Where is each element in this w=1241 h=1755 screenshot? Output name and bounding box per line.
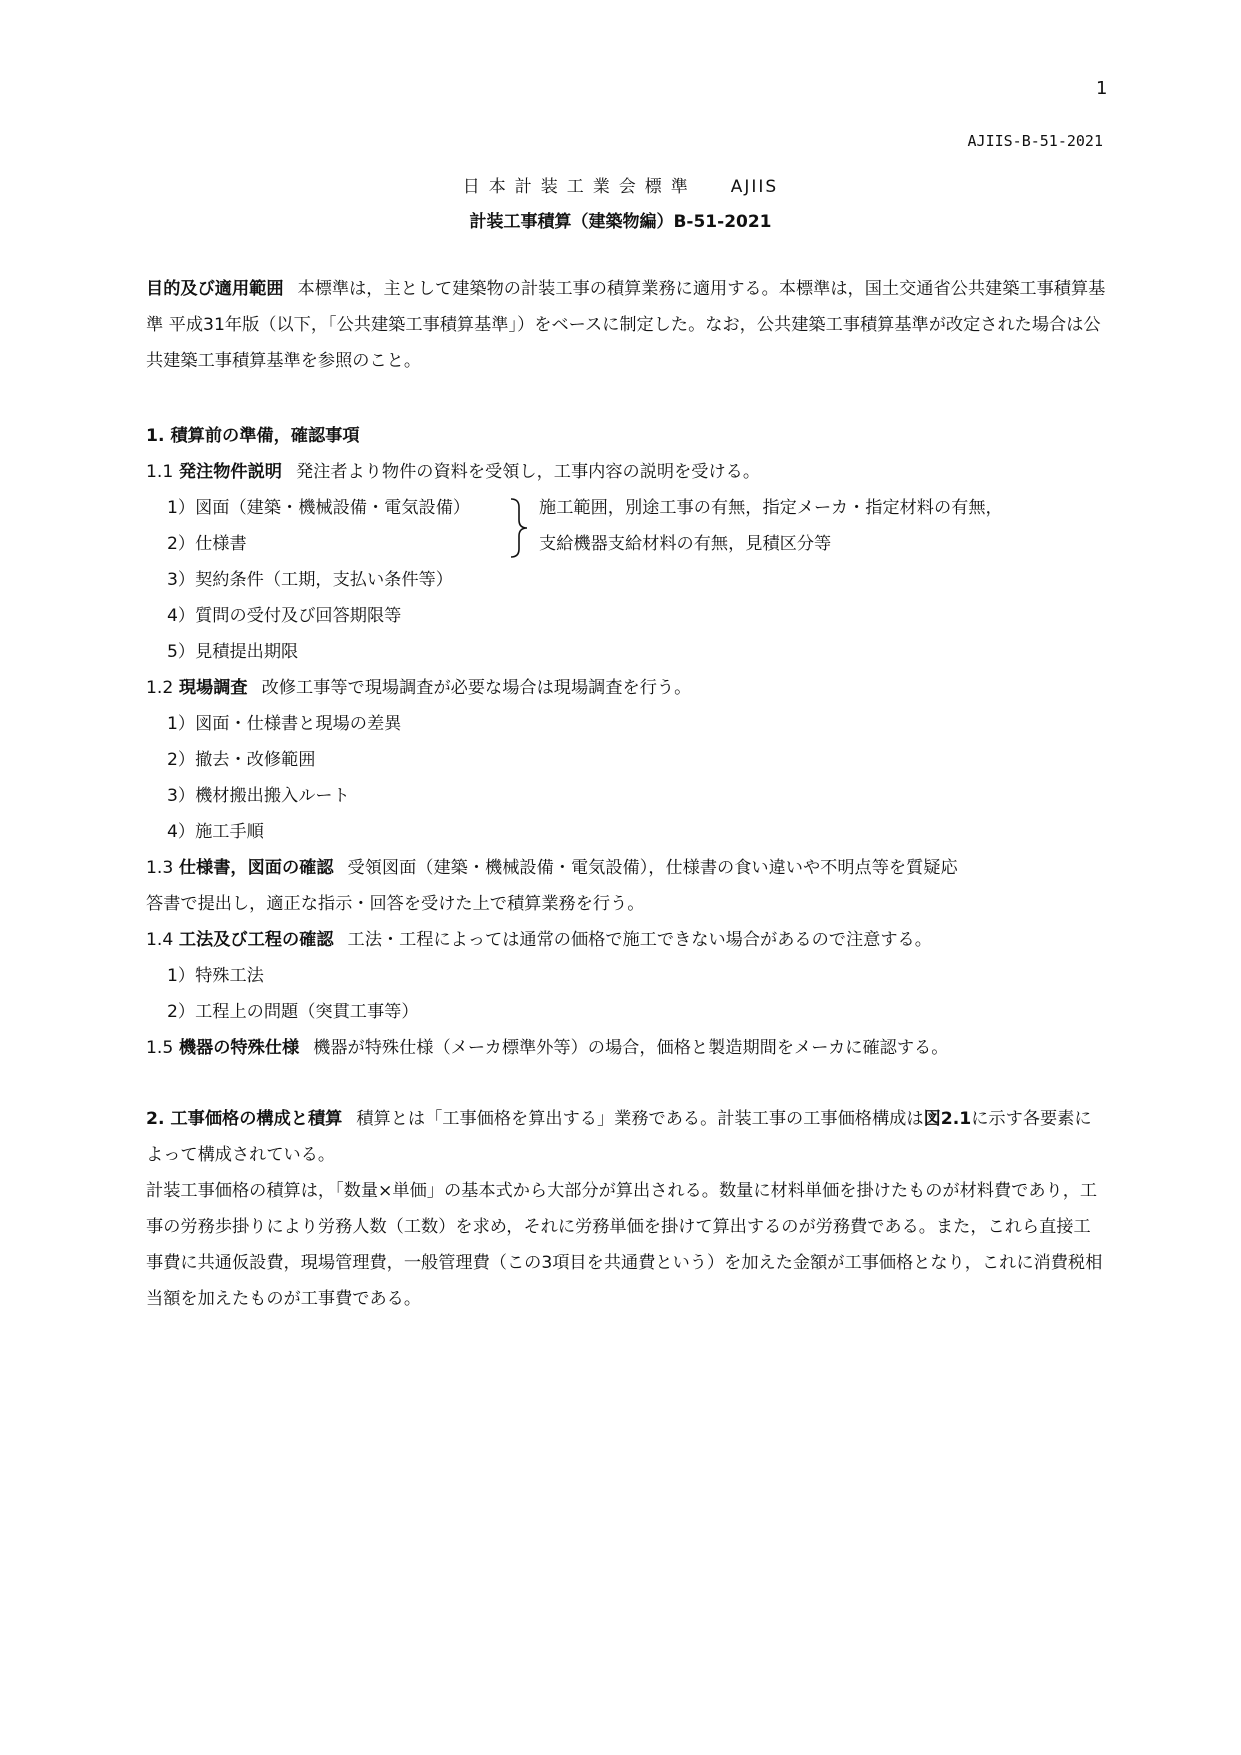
section-1-3-number: 1.3 <box>146 858 174 878</box>
document-title: 計装工事積算（建築物編）B-51-2021 <box>469 212 772 232</box>
section-2-paragraph <box>146 1101 1106 1173</box>
section-1-4-text: 工法・工程によっては通常の価格で施工できない場合があるので注意する。 <box>347 930 932 950</box>
section-1-3 <box>146 853 958 878</box>
list-item: 2）工程上の問題（突貫工事等） <box>167 1002 419 1022</box>
section-1-2-number: 1.2 <box>146 678 174 698</box>
section-1-5-heading: 機器の特殊仕様 <box>178 1038 300 1058</box>
list-item: 5）見積提出期限 <box>167 642 299 662</box>
section-1-1-heading: 発注物件説明 <box>178 462 282 482</box>
list-item: 4）施工手順 <box>167 822 264 842</box>
section-1-5 <box>146 1033 948 1058</box>
list-item: 3）機材搬出搬入ルート <box>167 786 350 806</box>
standard-title <box>0 172 1241 197</box>
section-1-5-number: 1.5 <box>146 1038 174 1058</box>
section-1-4-heading: 工法及び工程の確認 <box>178 930 334 950</box>
section-1-heading: 1. 積算前の準備，確認事項 <box>146 426 360 446</box>
list-item: 3）契約条件（工期，支払い条件等） <box>167 570 453 590</box>
section-1-1-number: 1.1 <box>146 462 174 482</box>
standard-code: AJIIS <box>730 177 779 197</box>
section-1-2 <box>146 673 691 698</box>
section-1-4-number: 1.4 <box>146 930 174 950</box>
section-1-3-heading: 仕様書，図面の確認 <box>178 858 334 878</box>
section-2-text: 積算とは「工事価格を算出する」業務である。計装工事の工事価格構成は <box>356 1109 924 1129</box>
list-item: 2）撤去・改修範囲 <box>167 750 316 770</box>
section-1-4 <box>146 925 932 950</box>
section-1-1 <box>146 457 760 482</box>
note-line: 施工範囲，別途工事の有無，指定メーカ・指定材料の有無， <box>539 498 1003 518</box>
figure-reference: 図2.1 <box>923 1109 972 1129</box>
purpose-paragraph <box>146 271 1106 379</box>
list-item: 1）図面（建築・機械設備・電気設備） <box>167 498 471 518</box>
section-2-heading: 2. 工事価格の構成と積算 <box>146 1109 343 1129</box>
list-item: 4）質問の受付及び回答期限等 <box>167 606 402 626</box>
section-2-paragraph-2: 計装工事価格の積算は，「数量×単価」の基本式から大部分が算出される。数量に材料単価を掛けたものが材料費であり，工事の労務歩掛りにより労務人数（工数）を求め，それに労務単価を掛けて算出するのが労務費である。また，これら直接工事費に共通仮設費，現場管理費，一般管理費（この3項目を共通費という）を加えた金額が工事価格となり，これに消費税相当額を加えたものが工事費である。 <box>146 1181 1103 1309</box>
organization-name: 日本計装工業会標準 <box>462 177 697 197</box>
purpose-heading: 目的及び適用範囲 <box>146 279 284 299</box>
section-1-1-text: 発注者より物件の資料を受領し，工事内容の説明を受ける。 <box>295 462 761 482</box>
list-item: 1）特殊工法 <box>167 966 264 986</box>
section-1-5-text: 機器が特殊仕様（メーカ標準外等）の場合，価格と製造期間をメーカに確認する。 <box>313 1038 949 1058</box>
list-item: 2）仕様書 <box>167 534 247 554</box>
section-1-2-heading: 現場調査 <box>178 678 248 698</box>
document-id: AJIIS-B-51-2021 <box>967 132 1103 150</box>
list-item: 1）図面・仕様書と現場の差異 <box>167 714 402 734</box>
section-1-3-text-cont: 答書で提出し，適正な指示・回答を受けた上で積算業務を行う。 <box>146 894 645 914</box>
section-2-text-cont: に示す各要素によって構成されている。 <box>146 1109 1092 1165</box>
curly-brace <box>507 497 531 559</box>
purpose-text: 本標準は，主として建築物の計装工事の積算業務に適用する。本標準は，国土交通省公共建築工事積算基準 平成31年版（以下，「公共建築工事積算基準」）をベースに制定した。なお，公共建築工事積算基準が改定された場合は公共建築工事積算基準を参照のこと。 <box>146 279 1106 371</box>
note-line: 支給機器支給材料の有無，見積区分等 <box>539 534 832 554</box>
section-1-3-text: 受領図面（建築・機械設備・電気設備），仕様書の食い違いや不明点等を質疑応 <box>347 858 958 878</box>
section-1-2-text: 改修工事等で現場調査が必要な場合は現場調査を行う。 <box>261 678 692 698</box>
page-number: 1 <box>1096 78 1108 99</box>
